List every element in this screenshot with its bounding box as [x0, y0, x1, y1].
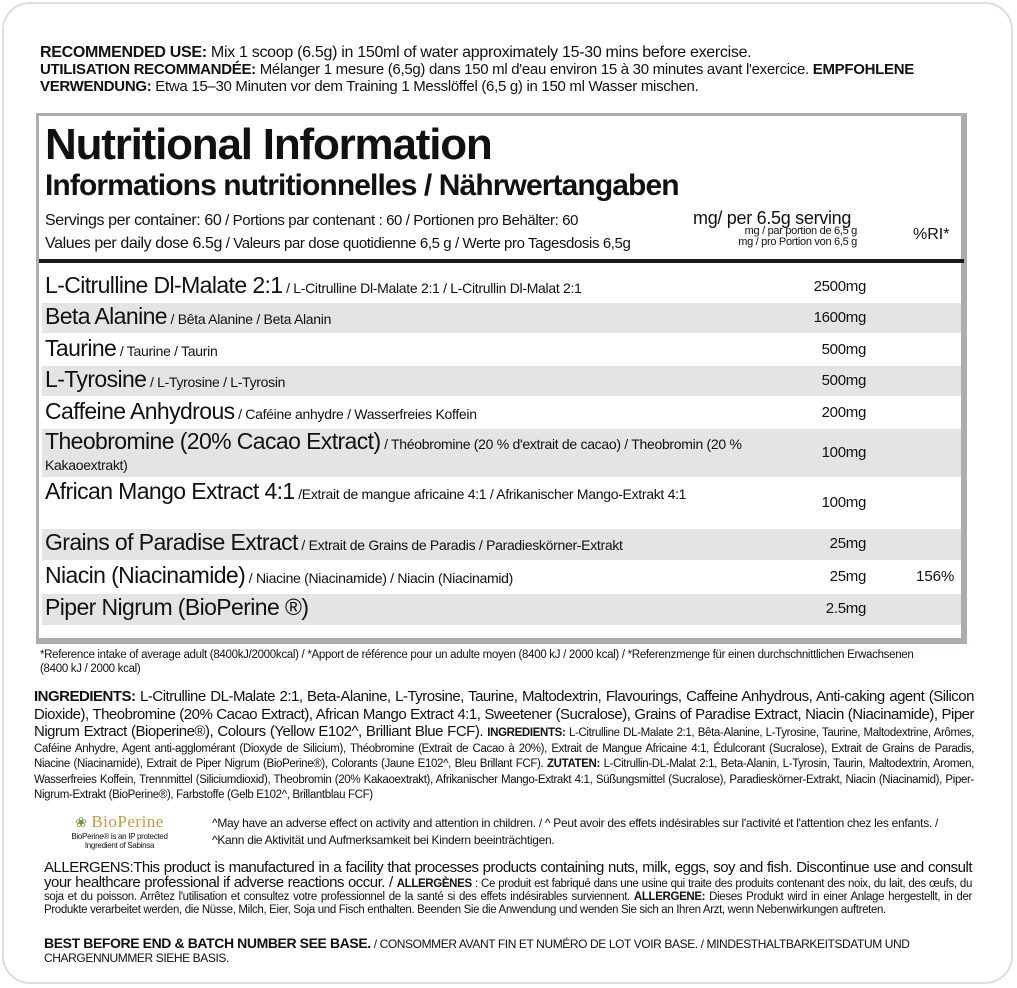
bioperine-wordmark: BioPerine [91, 812, 164, 831]
recommended-use [40, 44, 970, 95]
nutrient-name-translations: / L-Citrulline Dl-Malate 2:1 / L-Citrullin Dl-Malat 2:1 [282, 280, 582, 296]
nutrient-name-translations: / L-Tyrosine / L-Tyrosin [146, 374, 286, 390]
allergens-de: Dieses Produkt wird in einer Anlage hergestellt, in der Produkte verarbeitet werden, die Nüsse, Milch, Eier, Soja und Fisch enthalten. Beenden Sie die Anwendung und wenden Sie sich an Ihren Arzt, wenn Nebenwirkungen auftreten. [44, 891, 972, 916]
nutrient-row [42, 429, 961, 477]
per-serving-de: mg / pro Portion von 6,5 g [738, 236, 857, 248]
nutrition-panel [36, 113, 967, 644]
nutrient-row [42, 366, 961, 396]
allergens-label-fr: ALLERGÈNES [396, 878, 472, 890]
nutrient-row [42, 562, 961, 593]
nutrient-row [42, 303, 961, 333]
values-line [45, 235, 630, 253]
allergens-fr: : Ce produit est fabriqué dans une usine qui traite des produits contenant des noix, du lait, des œufs, du soja et du poisson. Arrêtez l'utilisation et consultez votre professionnel de la santé si des effets indésirables surviennent. [44, 878, 972, 903]
nutrient-amount: 500mg [821, 372, 866, 389]
nutrient-name [42, 479, 792, 527]
nutrient-amount: 100mg [821, 494, 866, 511]
nutrient-name [42, 303, 792, 333]
nutrient-name-translations: / Bêta Alanine / Beta Alanin [166, 311, 332, 327]
nutrient-name-translations: / Extrait de Grains de Paradis / Paradieskörner-Extrakt [297, 537, 623, 553]
nutrient-row [42, 398, 961, 428]
nutrient-name [42, 594, 792, 625]
nutrient-amount: 25mg [829, 568, 866, 585]
ingredients-label-en: INGREDIENTS: [34, 688, 136, 705]
servings-line [45, 212, 578, 230]
ingredients-en: L-Citrulline DL-Malate 2:1, Beta-Alanine, L-Tyrosine, Taurine, Maltodextrin, Flavourings, Caffeine Anhydrous, Anti-caking agent (Silicon Dioxide), Theobromine (20% Cacao Extract), African Mango Extract 4:1, Sweetener (Sucralose), Grains of Paradise Extract, Niacin (Niacinamide), Piper Nigrum Extract (Bioperine®), Colours (Yellow E102^, Brilliant Blue FCF). [34, 688, 974, 740]
nutrient-amount: 25mg [829, 535, 866, 552]
bioperine-logo [52, 812, 187, 850]
nutrient-name [42, 398, 792, 428]
allergens-label-de: ALLERGENE: [633, 891, 706, 903]
nutrient-amount: 100mg [821, 444, 866, 461]
nutrient-name-en: Piper Nigrum (BioPerine ®) [45, 594, 309, 620]
ingredients-de: L-Citrullin-DL-Malat 2:1, Beta-Alanin, L-Tyrosin, Taurin, Maltodextrin, Aromen, Wasserfreies Koffein, Trennmittel (Siliciumdioxid), Theobromin (20% Kakaoextrakt), Afrikanischer Mango-Extrakt 4:1, Süßungsmittel (Sucralose), Paradieskörner-Extrakt, Niacin (Niacinamid), Piper-Nigrum-Extrakt (BioPerine®), Farbstoffe (Gelb E102^, Brillantblau FCF) [34, 758, 974, 801]
nutrient-name-translations: /Extrait de mangue africaine 4:1 / Afrikanischer Mango-Extrakt 4:1 [294, 486, 687, 502]
use-label-fr: UTILISATION RECOMMANDÉE: [40, 61, 256, 78]
servings-tr: / Portions par contenant : 60 / Portionen pro Behälter: 60 [221, 212, 579, 229]
nutrient-name-en: Grains of Paradise Extract [45, 529, 298, 555]
nutrient-amount: 500mg [821, 341, 866, 358]
leaf-icon: ❀ [75, 814, 87, 830]
servings-en: Servings per container: 60 [45, 212, 222, 229]
nutrient-name [42, 429, 792, 477]
use-text-fr: Mélanger 1 mesure (6,5g) dans 150 ml d'eau environ 15 à 30 minutes avant l'exercice. [255, 61, 813, 78]
nutrient-name-en: Beta Alanine [45, 303, 167, 329]
per-serving-translations [738, 226, 857, 248]
nutrient-name [42, 529, 792, 560]
nutrient-name-en: L-Tyrosine [45, 366, 147, 392]
nutrient-amount: 2500mg [813, 278, 866, 295]
nutrient-name-translations: / Niacine (Niacinamide) / Niacin (Niacinamid) [245, 570, 514, 586]
nutrient-name-en: L-Citrulline Dl-Malate 2:1 [45, 272, 283, 298]
nutrient-row [42, 272, 961, 302]
bioperine-note-2: Ingredient of Sabinsa [84, 841, 155, 850]
children-warning: ^May have an adverse effect on activity and attention in children. / ^ Peut avoir des effets indésirables sur l'activité et l'attention chez les enfants. / ^Kann die Aktivität und Aufmerksamkeit bei Kindern beeinträchtigen. [212, 816, 938, 847]
bioperine-note-1: BioPerine® is an IP protected [71, 832, 168, 841]
nutrient-name-en: Niacin (Niacinamide) [45, 562, 246, 588]
nutrient-name [42, 366, 792, 396]
nutrient-name [42, 335, 792, 365]
nutrient-name-translations: / Caféine anhydre / Wasserfreies Koffein [234, 406, 477, 422]
per-serving-header: mg/ per 6.5g serving [693, 208, 852, 228]
nutrient-name-en: Theobromine (20% Cacao Extract) [45, 428, 381, 454]
allergens-label-en: ALLERGENS: [44, 859, 134, 876]
nutrient-row [42, 594, 961, 625]
allergens [44, 861, 972, 917]
nutrient-name [42, 562, 792, 593]
nutrient-row [42, 479, 961, 527]
nutrient-name [42, 272, 792, 302]
ri-header: %RI* [913, 226, 950, 243]
nutrient-name-translations: / Théobromine (20 % d'extrait de cacao) / Theobromin (20 % Kakaoextrakt) [45, 436, 742, 473]
panel-subtitle: Informations nutritionnelles / Nährwertangaben [45, 169, 679, 202]
nutrient-amount: 1600mg [813, 309, 866, 326]
ingredients-label-fr: INGREDIENTS: [487, 727, 566, 739]
reference-intake-note: *Reference intake of average adult (8400kJ/2000kcal) / *Apport de référence pour un adulte moyen (8400 kJ / 2000 kcal) / *Referenzmenge für einen durchschnittlichen Erwachsenen (8400 kJ / 2000 kcal) [40, 649, 914, 675]
nutrient-amount: 200mg [821, 404, 866, 421]
values-en: Values per daily dose 6.5g [45, 235, 222, 252]
nutrient-name-en: African Mango Extract 4:1 [45, 478, 295, 504]
values-tr: / Valeurs par dose quotidienne 6,5 g / Werte pro Tagesdosis 6,5g [221, 235, 631, 252]
nutrient-row [42, 529, 961, 560]
ingredients-label-de: ZUTATEN: [547, 758, 600, 770]
best-before-en: BEST BEFORE END & BATCH NUMBER SEE BASE. [44, 935, 371, 951]
panel-title: Nutritional Information [45, 120, 492, 169]
best-before-tr: / CONSOMMER AVANT FIN ET NUMÉRO DE LOT VOIR BASE. / MINDESTHALTBARKEITSDATUM UND CHARGENNUMMER SIEHE BASIS. [44, 937, 910, 965]
ingredients-fr: L-Citrulline DL-Malate 2:1, Bêta-Alanine, L-Tyrosine, Taurine, Maltodextrine, Arômes, Caféine Anhydre, Agent anti-agglomérant (Dioxyde de Silicium), Théobromine (Extrait de Cacao à 20%), Extrait de Mangue Africaine 4:1, Édulcorant (Sucralose), Extrait de Grains de Paradis, Niacine (Niacinamide), Extrait de Piper Nigrum (BioPerine®), Colorants (Jaune E102^, Bleu Brillant FCF). [34, 727, 974, 770]
use-text-en: Mix 1 scoop (6.5g) in 150ml of water approximately 15-30 mins before exercise. [206, 44, 752, 61]
nutrient-name-en: Caffeine Anhydrous [45, 398, 235, 424]
best-before [44, 935, 974, 965]
use-label-en: RECOMMENDED USE: [40, 44, 207, 61]
use-text-de: Etwa 15–30 Minuten vor dem Training 1 Messlöffel (6,5 g) in 150 ml Wasser mischen. [151, 78, 699, 95]
nutrient-ri: 156% [916, 568, 955, 585]
per-serving-fr: mg / par portion de 6,5 g [744, 225, 857, 237]
nutrient-name-translations: / Taurine / Taurin [116, 343, 218, 359]
ingredients [34, 689, 974, 804]
use-label-de: EMPFOHLENE VERWENDUNG: [40, 61, 914, 95]
nutrient-amount: 2.5mg [825, 600, 866, 617]
nutrient-row [42, 335, 961, 365]
nutrient-name-en: Taurine [45, 335, 117, 361]
header-divider [39, 259, 964, 263]
allergens-en: This product is manufactured in a facility that processes products containing nuts, milk, eggs, soy and fish. Discontinue use and consult your healthcare professional if adverse reactions occur. / [44, 859, 972, 891]
